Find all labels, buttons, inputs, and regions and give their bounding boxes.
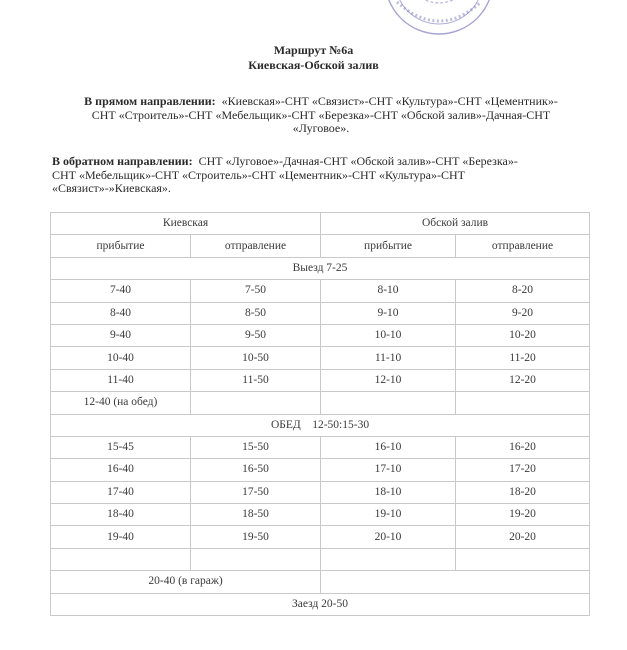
arrival-b-cell: 10-10 — [321, 324, 456, 346]
empty-cell — [321, 392, 456, 414]
departure-b-cell: 20-20 — [456, 526, 590, 548]
arrival-a-cell: 15-45 — [51, 436, 191, 458]
departure-a-cell: 8-50 — [191, 302, 321, 324]
empty-cell — [191, 392, 321, 414]
stop-a-header: Киевская — [51, 213, 321, 235]
afternoon-rows — [51, 436, 590, 548]
empty-cell — [456, 548, 590, 570]
arrival-b-cell: 19-10 — [321, 504, 456, 526]
departure-b-cell: 19-20 — [456, 504, 590, 526]
forward-line-3: «Луговое». — [292, 121, 350, 135]
arrival-b-cell: 20-10 — [321, 526, 456, 548]
departure-a-cell: 17-50 — [191, 481, 321, 503]
arrival-b-cell: 17-10 — [321, 459, 456, 481]
lunch-time: 12-50:15-30 — [312, 418, 370, 431]
col-departure-a: отправление — [191, 235, 321, 257]
arrival-a-cell: 10-40 — [51, 347, 191, 369]
departure-b-cell: 18-20 — [456, 481, 590, 503]
empty-cell — [456, 392, 590, 414]
time-row — [51, 302, 590, 324]
empty-cell — [321, 571, 590, 593]
arrival-a-cell: 7-40 — [51, 280, 191, 302]
departure-a-cell: 19-50 — [191, 526, 321, 548]
forward-direction — [52, 95, 590, 136]
empty-cell — [321, 548, 456, 570]
lunch-break — [51, 414, 590, 436]
col-arrival-b: прибытие — [321, 235, 456, 257]
arrival-a-cell: 9-40 — [51, 324, 191, 346]
route-title: Маршрут №6а — [273, 43, 354, 57]
lunch-row — [51, 414, 590, 436]
arrival-b-cell: 16-10 — [321, 436, 456, 458]
departure-b-cell: 17-20 — [456, 459, 590, 481]
garage-row — [51, 571, 590, 593]
col-departure-b: отправление — [456, 235, 590, 257]
departure-a-cell: 16-50 — [191, 459, 321, 481]
departure-a-cell: 11-50 — [191, 369, 321, 391]
col-arrival-a: прибытие — [51, 235, 191, 257]
departure-a-cell: 7-50 — [191, 280, 321, 302]
arrival-a-cell: 19-40 — [51, 526, 191, 548]
departure-a-cell: 15-50 — [191, 436, 321, 458]
arrival-b-cell: 8-10 — [321, 280, 456, 302]
time-row — [51, 369, 590, 391]
return-note: Заезд 20-50 — [51, 593, 590, 615]
forward-line-1: «Киевская»-СНТ «Связист»-СНТ «Культура»-СНТ «Цементник»- — [221, 94, 558, 108]
document-header — [0, 43, 627, 73]
time-row — [51, 526, 590, 548]
time-row — [51, 324, 590, 346]
stop-header-row — [51, 213, 590, 235]
backward-direction — [52, 155, 590, 196]
blank-row — [51, 548, 590, 570]
time-row — [51, 481, 590, 503]
lunch-label: ОБЕД — [270, 418, 301, 431]
departure-b-cell: 11-20 — [456, 347, 590, 369]
return-note-row — [51, 593, 590, 615]
departure-b-cell: 10-20 — [456, 324, 590, 346]
official-stamp — [383, 0, 495, 42]
column-header-row — [51, 235, 590, 257]
departure-note: Выезд 7-25 — [51, 257, 590, 279]
empty-cell — [51, 548, 191, 570]
time-row — [51, 347, 590, 369]
stop-b-header: Обской залив — [321, 213, 590, 235]
departure-b-cell: 9-20 — [456, 302, 590, 324]
departure-b-cell: 12-20 — [456, 369, 590, 391]
arrival-b-cell: 9-10 — [321, 302, 456, 324]
time-row — [51, 459, 590, 481]
departure-a-cell: 18-50 — [191, 504, 321, 526]
time-row — [51, 280, 590, 302]
departure-b-cell: 16-20 — [456, 436, 590, 458]
time-row — [51, 436, 590, 458]
time-row — [51, 504, 590, 526]
backward-line-2: СНТ «Мебельщик»-СНТ «Строитель»-СНТ «Цементник»-СНТ «Культура»-СНТ — [52, 167, 465, 182]
departure-a-cell: 9-50 — [191, 324, 321, 346]
arrival-a-cell: 8-40 — [51, 302, 191, 324]
arrival-a-cell: 11-40 — [51, 369, 191, 391]
lunch-arrival: 12-40 (на обед) — [51, 392, 191, 414]
arrival-b-cell: 11-10 — [321, 347, 456, 369]
forward-label: В прямом направлении: — [84, 94, 216, 108]
route-subtitle: Киевская-Обской залив — [248, 58, 379, 72]
departure-b-cell: 8-20 — [456, 280, 590, 302]
arrival-b-cell: 18-10 — [321, 481, 456, 503]
empty-cell — [191, 548, 321, 570]
morning-rows — [51, 280, 590, 392]
arrival-a-cell: 18-40 — [51, 504, 191, 526]
lunch-arrival-row — [51, 392, 590, 414]
arrival-a-cell: 16-40 — [51, 459, 191, 481]
schedule-table — [50, 212, 590, 616]
departure-note-row — [51, 257, 590, 279]
arrival-b-cell: 12-10 — [321, 369, 456, 391]
garage-arrival: 20-40 (в гараж) — [51, 571, 321, 593]
arrival-a-cell: 17-40 — [51, 481, 191, 503]
departure-a-cell: 10-50 — [191, 347, 321, 369]
backward-line-1: СНТ «Луговое»-Дачная-СНТ «Обской залив»-СНТ «Березка»- — [198, 154, 518, 168]
backward-label: В обратном направлении: — [52, 154, 193, 168]
forward-line-2: СНТ «Строитель»-СНТ «Мебельщик»-СНТ «Березка»-СНТ «Обской залив»-Дачная-СНТ — [91, 107, 551, 122]
backward-line-3: «Связист»-»Киевская». — [52, 181, 171, 195]
